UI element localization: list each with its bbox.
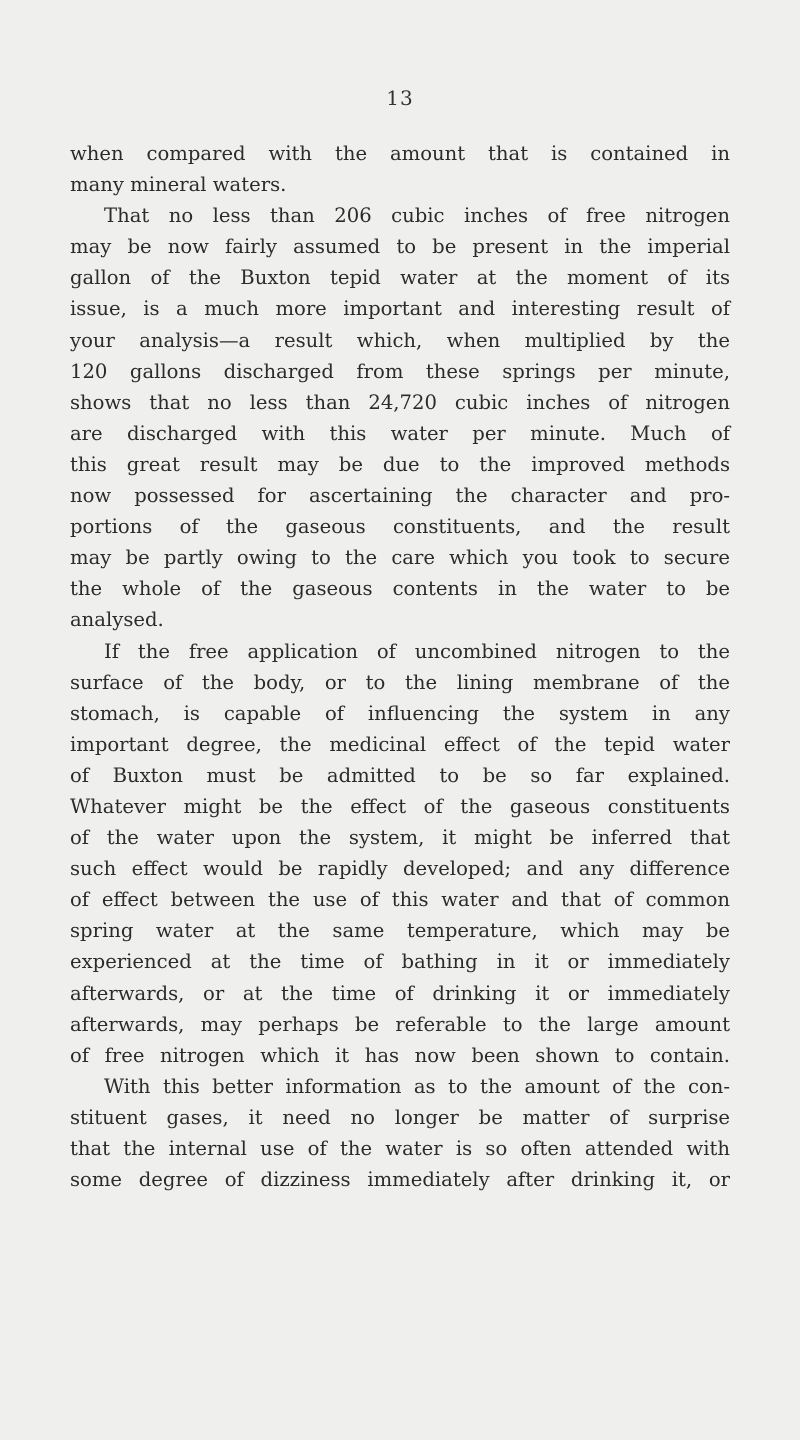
text-line: spring water at the same temperature, which may be	[70, 919, 730, 943]
text-line: afterwards, may perhaps be referable to the large amount	[70, 1012, 730, 1036]
text-line: stituent gases, it need no longer be matter of surprise	[70, 1105, 730, 1129]
text-line: may be now fairly assumed to be present in the imperial	[70, 235, 730, 259]
page-number: 13	[386, 86, 414, 110]
text-line: That no less than 206 cubic inches of free nitrogen	[104, 204, 730, 228]
text-line: may be partly owing to the care which you took to secure	[70, 546, 730, 570]
text-line: of Buxton must be admitted to be so far explained.	[70, 763, 730, 787]
text-line: afterwards, or at the time of drinking it or immediately	[70, 981, 730, 1005]
text-line: of free nitrogen which it has now been shown to contain.	[70, 1043, 730, 1067]
text-line: are discharged with this water per minute. Much of	[70, 421, 730, 445]
text-line: some degree of dizziness immediately after drinking it, or	[70, 1168, 730, 1192]
text-line: experienced at the time of bathing in it or immediately	[70, 950, 730, 974]
text-line: the whole of the gaseous contents in the water to be	[70, 577, 730, 601]
text-line: gallon of the Buxton tepid water at the moment of its	[70, 266, 730, 290]
text-line: your analysis—a result which, when multiplied by the	[70, 328, 730, 352]
text-line: stomach, is capable of influencing the system in any	[70, 701, 730, 725]
text-line: surface of the body, or to the lining membrane of the	[70, 670, 730, 694]
text-line: With this better information as to the amount of the con-	[104, 1074, 730, 1098]
text-line: of effect between the use of this water and that of common	[70, 888, 730, 912]
text-line: important degree, the medicinal effect of the tepid water	[70, 732, 730, 756]
text-line: many mineral waters.	[70, 173, 287, 197]
text-line: portions of the gaseous constituents, and the result	[70, 515, 730, 539]
text-line: analysed.	[70, 608, 164, 632]
text-line: If the free application of uncombined nitrogen to the	[104, 639, 730, 663]
body-text	[70, 138, 730, 1195]
text-line: when compared with the amount that is contained in	[70, 142, 730, 165]
text-line: shows that no less than 24,720 cubic inches of nitrogen	[70, 390, 730, 414]
text-line: Whatever might be the effect of the gaseous constituents	[70, 794, 730, 818]
text-line: of the water upon the system, it might be inferred that	[70, 826, 730, 850]
text-line: issue, is a much more important and interesting result of	[70, 297, 730, 321]
text-line: such effect would be rapidly developed; and any difference	[70, 857, 730, 881]
text-line: 120 gallons discharged from these springs per minute,	[70, 359, 730, 383]
text-line: now possessed for ascertaining the character and pro-	[70, 484, 730, 508]
text-line: that the internal use of the water is so often attended with	[70, 1137, 730, 1160]
text-line: this great result may be due to the improved methods	[70, 452, 730, 476]
